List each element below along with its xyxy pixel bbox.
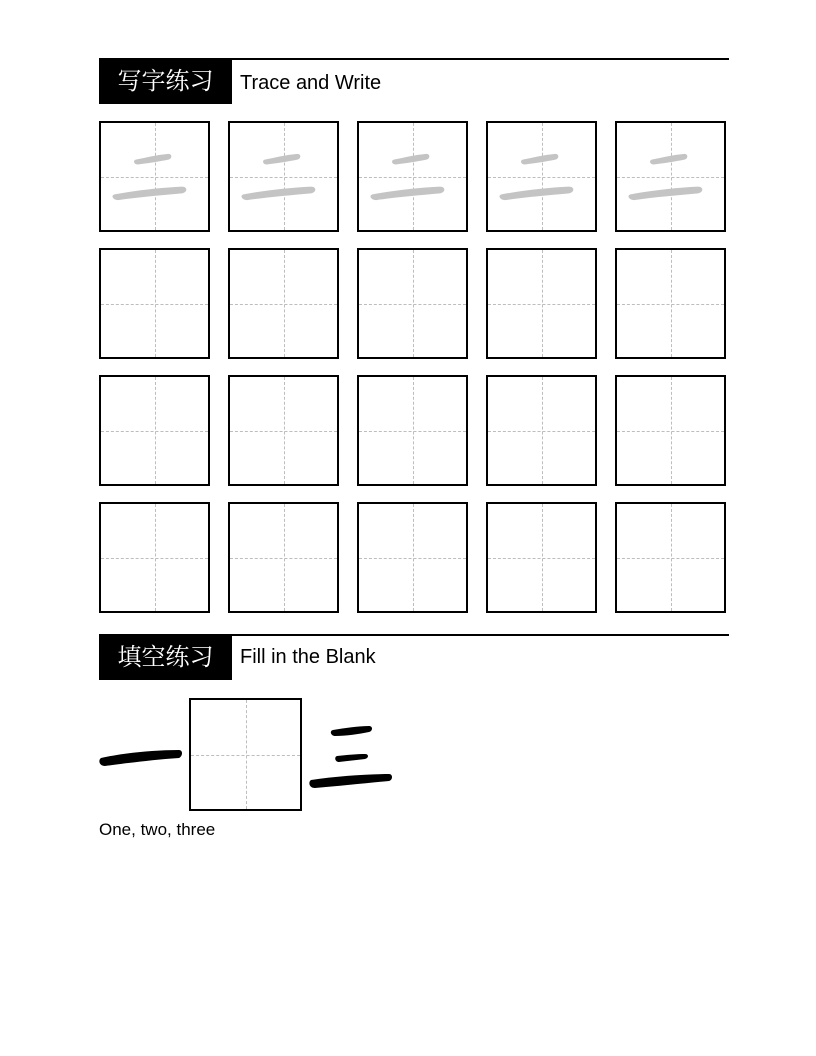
writing-cell[interactable] <box>228 502 339 613</box>
writing-cell[interactable] <box>615 502 726 613</box>
trace-cell[interactable] <box>99 121 210 232</box>
fill-blank-row <box>99 698 729 814</box>
writing-cell[interactable] <box>357 375 468 486</box>
writing-cell[interactable] <box>357 248 468 359</box>
character-three <box>307 698 397 814</box>
fill-section-header <box>99 634 729 682</box>
writing-cell[interactable] <box>615 375 726 486</box>
writing-cell[interactable] <box>486 375 597 486</box>
grid-row <box>99 502 729 616</box>
trace-cell[interactable] <box>486 121 597 232</box>
practice-grid <box>99 121 729 629</box>
trace-section-label-zh: 写字练习 <box>99 58 232 104</box>
trace-section-label-en: Trace and Write <box>240 72 382 94</box>
grid-row <box>99 248 729 362</box>
trace-cell[interactable] <box>615 121 726 232</box>
trace-cell[interactable] <box>357 121 468 232</box>
trace-character <box>101 123 208 230</box>
trace-cell[interactable] <box>228 121 339 232</box>
trace-character <box>359 123 466 230</box>
fill-caption: One, two, three <box>99 820 216 839</box>
writing-cell[interactable] <box>99 375 210 486</box>
writing-cell[interactable] <box>99 502 210 613</box>
writing-cell[interactable] <box>486 248 597 359</box>
writing-cell[interactable] <box>99 248 210 359</box>
character-one <box>99 698 189 814</box>
grid-row <box>99 375 729 489</box>
writing-cell[interactable] <box>228 375 339 486</box>
svg-text:三: 三 <box>307 698 308 699</box>
grid-row <box>99 121 729 235</box>
blank-answer-cell[interactable] <box>189 698 302 811</box>
trace-character <box>488 123 595 230</box>
writing-cell[interactable] <box>615 248 726 359</box>
fill-section-label-en: Fill in the Blank <box>240 646 376 668</box>
writing-cell[interactable] <box>357 502 468 613</box>
trace-character <box>617 123 724 230</box>
writing-cell[interactable] <box>228 248 339 359</box>
trace-section-header <box>99 58 729 106</box>
svg-text:一: 一 <box>99 698 100 699</box>
trace-character <box>230 123 337 230</box>
fill-section-label-zh: 填空练习 <box>99 634 232 680</box>
writing-cell[interactable] <box>486 502 597 613</box>
